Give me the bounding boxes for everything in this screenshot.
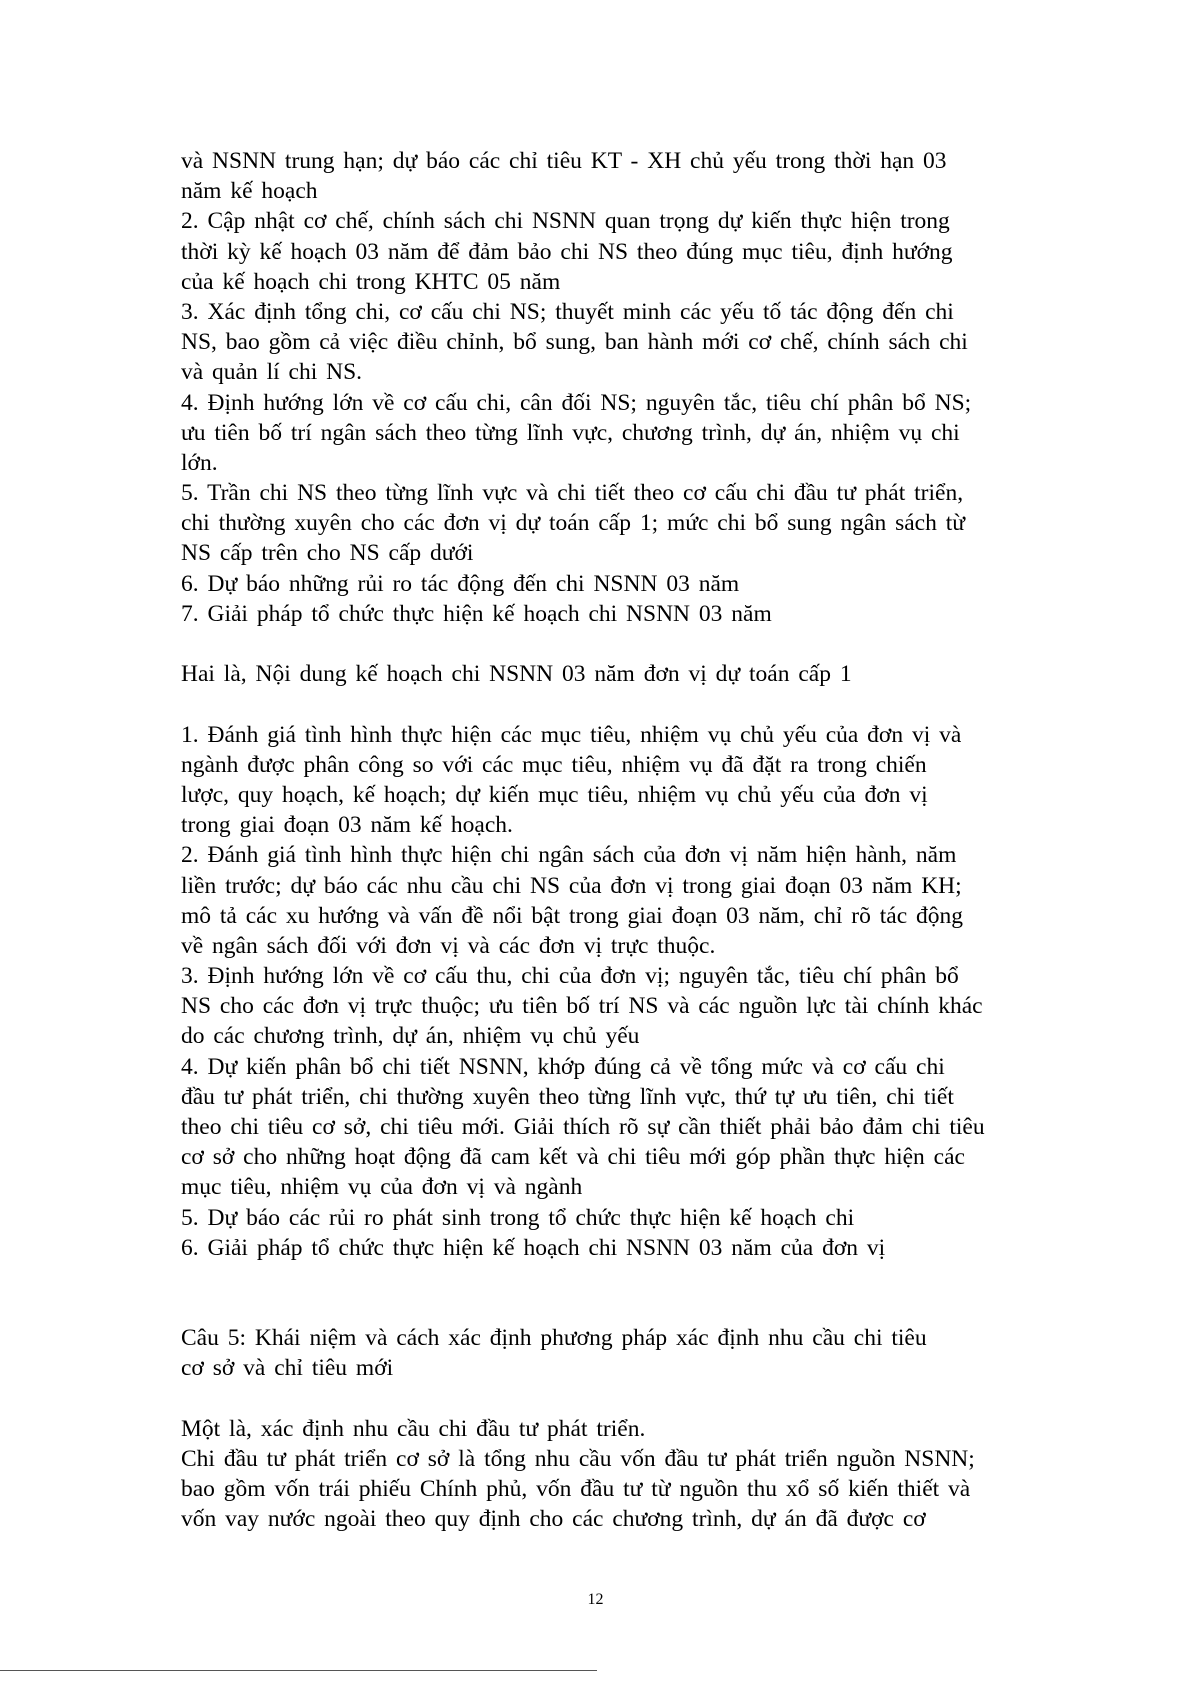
paragraph <box>181 1052 1131 1203</box>
text-line: mục tiêu, nhiệm vụ của đơn vị và ngành <box>181 1174 583 1201</box>
text-line: do các chương trình, dự án, nhiệm vụ chủ yếu <box>181 1023 640 1050</box>
paragraph <box>181 206 1131 297</box>
paragraph-spacer <box>181 689 1131 719</box>
footer-rule <box>0 1670 597 1671</box>
paragraph <box>181 388 1131 479</box>
text-line: 2. Đánh giá tình hình thực hiện chi ngân sách của đơn vị năm hiện hành, năm <box>181 842 957 869</box>
text-line: 3. Định hướng lớn về cơ cấu thu, chi của đơn vị; nguyên tắc, tiêu chí phân bổ <box>181 963 959 990</box>
paragraph <box>181 146 1131 206</box>
page-number: 12 <box>587 1591 604 1608</box>
text-line: 6. Giải pháp tổ chức thực hiện kế hoạch chi NSNN 03 năm của đơn vị <box>181 1234 886 1261</box>
text-line: NS, bao gồm cả việc điều chỉnh, bổ sung, ban hành mới cơ chế, chính sách chi <box>181 329 968 356</box>
text-line: chi thường xuyên cho các đơn vị dự toán cấp 1; mức chi bổ sung ngân sách từ <box>181 510 965 537</box>
paragraph-spacer <box>181 629 1131 659</box>
text-line: Câu 5: Khái niệm và cách xác định phương pháp xác định nhu cầu chi tiêu <box>181 1324 927 1351</box>
paragraph <box>181 1203 1131 1233</box>
text-line: 4. Dự kiến phân bổ chi tiết NSNN, khớp đúng cả về tổng mức và cơ cấu chi <box>181 1053 945 1080</box>
paragraph <box>181 961 1131 1052</box>
text-line: 6. Dự báo những rủi ro tác động đến chi NSNN 03 năm <box>181 570 740 597</box>
text-line: trong giai đoạn 03 năm kế hoạch. <box>181 812 513 839</box>
page-content <box>181 146 1131 1534</box>
text-line: Chi đầu tư phát triển cơ sở là tổng nhu cầu vốn đầu tư phát triển nguồn NSNN; <box>181 1445 975 1472</box>
text-line: đầu tư phát triển, chi thường xuyên theo từng lĩnh vực, thứ tự ưu tiên, chi tiết <box>181 1083 954 1110</box>
paragraph <box>181 1444 1131 1535</box>
paragraph-spacer <box>181 1383 1131 1413</box>
text-line: ngành được phân công so với các mục tiêu, nhiệm vụ đã đặt ra trong chiến <box>181 751 927 778</box>
text-line: lược, quy hoạch, kế hoạch; dự kiến mục tiêu, nhiệm vụ chủ yếu của đơn vị <box>181 781 928 808</box>
text-line: bao gồm vốn trái phiếu Chính phủ, vốn đầu tư từ nguồn thu xổ số kiến thiết và <box>181 1475 971 1502</box>
text-line: và NSNN trung hạn; dự báo các chỉ tiêu KT - XH chủ yếu trong thời hạn 03 <box>181 148 947 174</box>
text-line: năm kế hoạch <box>181 178 318 205</box>
text-line: và quản lí chi NS. <box>181 359 363 386</box>
paragraph <box>181 720 1131 841</box>
paragraph <box>181 599 1131 629</box>
text-line: 5. Dự báo các rủi ro phát sinh trong tổ chức thực hiện kế hoạch chi <box>181 1204 855 1231</box>
paragraph <box>181 297 1131 388</box>
text-line: Hai là, Nội dung kế hoạch chi NSNN 03 năm đơn vị dự toán cấp 1 <box>181 661 852 688</box>
paragraph <box>181 478 1131 569</box>
text-line: 5. Trần chi NS theo từng lĩnh vực và chi tiết theo cơ cấu chi đầu tư phát triển, <box>181 480 964 507</box>
paragraph <box>181 1233 1131 1263</box>
text-line: cơ sở cho những hoạt động đã cam kết và chi tiêu mới góp phần thực hiện các <box>181 1144 965 1171</box>
text-line: Một là, xác định nhu cầu chi đầu tư phát triển. <box>181 1415 646 1442</box>
text-line: 1. Đánh giá tình hình thực hiện các mục tiêu, nhiệm vụ chủ yếu của đơn vị và <box>181 721 962 748</box>
text-line: liền trước; dự báo các nhu cầu chi NS của đơn vị trong giai đoạn 03 năm KH; <box>181 872 962 899</box>
text-line: theo chi tiêu cơ sở, chi tiêu mới. Giải thích rõ sự cần thiết phải bảo đảm chi tiêu <box>181 1114 985 1140</box>
text-line: 3. Xác định tổng chi, cơ cấu chi NS; thuyết minh các yếu tố tác động đến chi <box>181 298 954 325</box>
paragraph <box>181 840 1131 961</box>
text-line: NS cho các đơn vị trực thuộc; ưu tiên bố trí NS và các nguồn lực tài chính khác <box>181 993 983 1020</box>
text-line: của kế hoạch chi trong KHTC 05 năm <box>181 268 561 295</box>
text-line: về ngân sách đối với đơn vị và các đơn vị trực thuộc. <box>181 932 716 959</box>
text-line: ưu tiên bố trí ngân sách theo từng lĩnh vực, chương trình, dự án, nhiệm vụ chi <box>181 419 960 446</box>
text-line: lớn. <box>181 449 218 476</box>
text-line: NS cấp trên cho NS cấp dưới <box>181 540 474 567</box>
text-line: 7. Giải pháp tổ chức thực hiện kế hoạch chi NSNN 03 năm <box>181 600 772 627</box>
paragraph <box>181 1323 1131 1383</box>
paragraph <box>181 569 1131 599</box>
text-line: mô tả các xu hướng và vấn đề nổi bật trong giai đoạn 03 năm, chỉ rõ tác động <box>181 902 964 929</box>
paragraph <box>181 659 1131 689</box>
text-line: thời kỳ kế hoạch 03 năm để đảm bảo chi NS theo đúng mục tiêu, định hướng <box>181 238 953 265</box>
text-line: 4. Định hướng lớn về cơ cấu chi, cân đối NS; nguyên tắc, tiêu chí phân bổ NS; <box>181 389 972 416</box>
paragraph <box>181 1414 1131 1444</box>
paragraph-spacer <box>181 1263 1131 1323</box>
text-line: 2. Cập nhật cơ chế, chính sách chi NSNN quan trọng dự kiến thực hiện trong <box>181 208 950 235</box>
text-line: vốn vay nước ngoài theo quy định cho các chương trình, dự án đã được cơ <box>181 1506 926 1533</box>
text-line: cơ sở và chỉ tiêu mới <box>181 1355 394 1382</box>
